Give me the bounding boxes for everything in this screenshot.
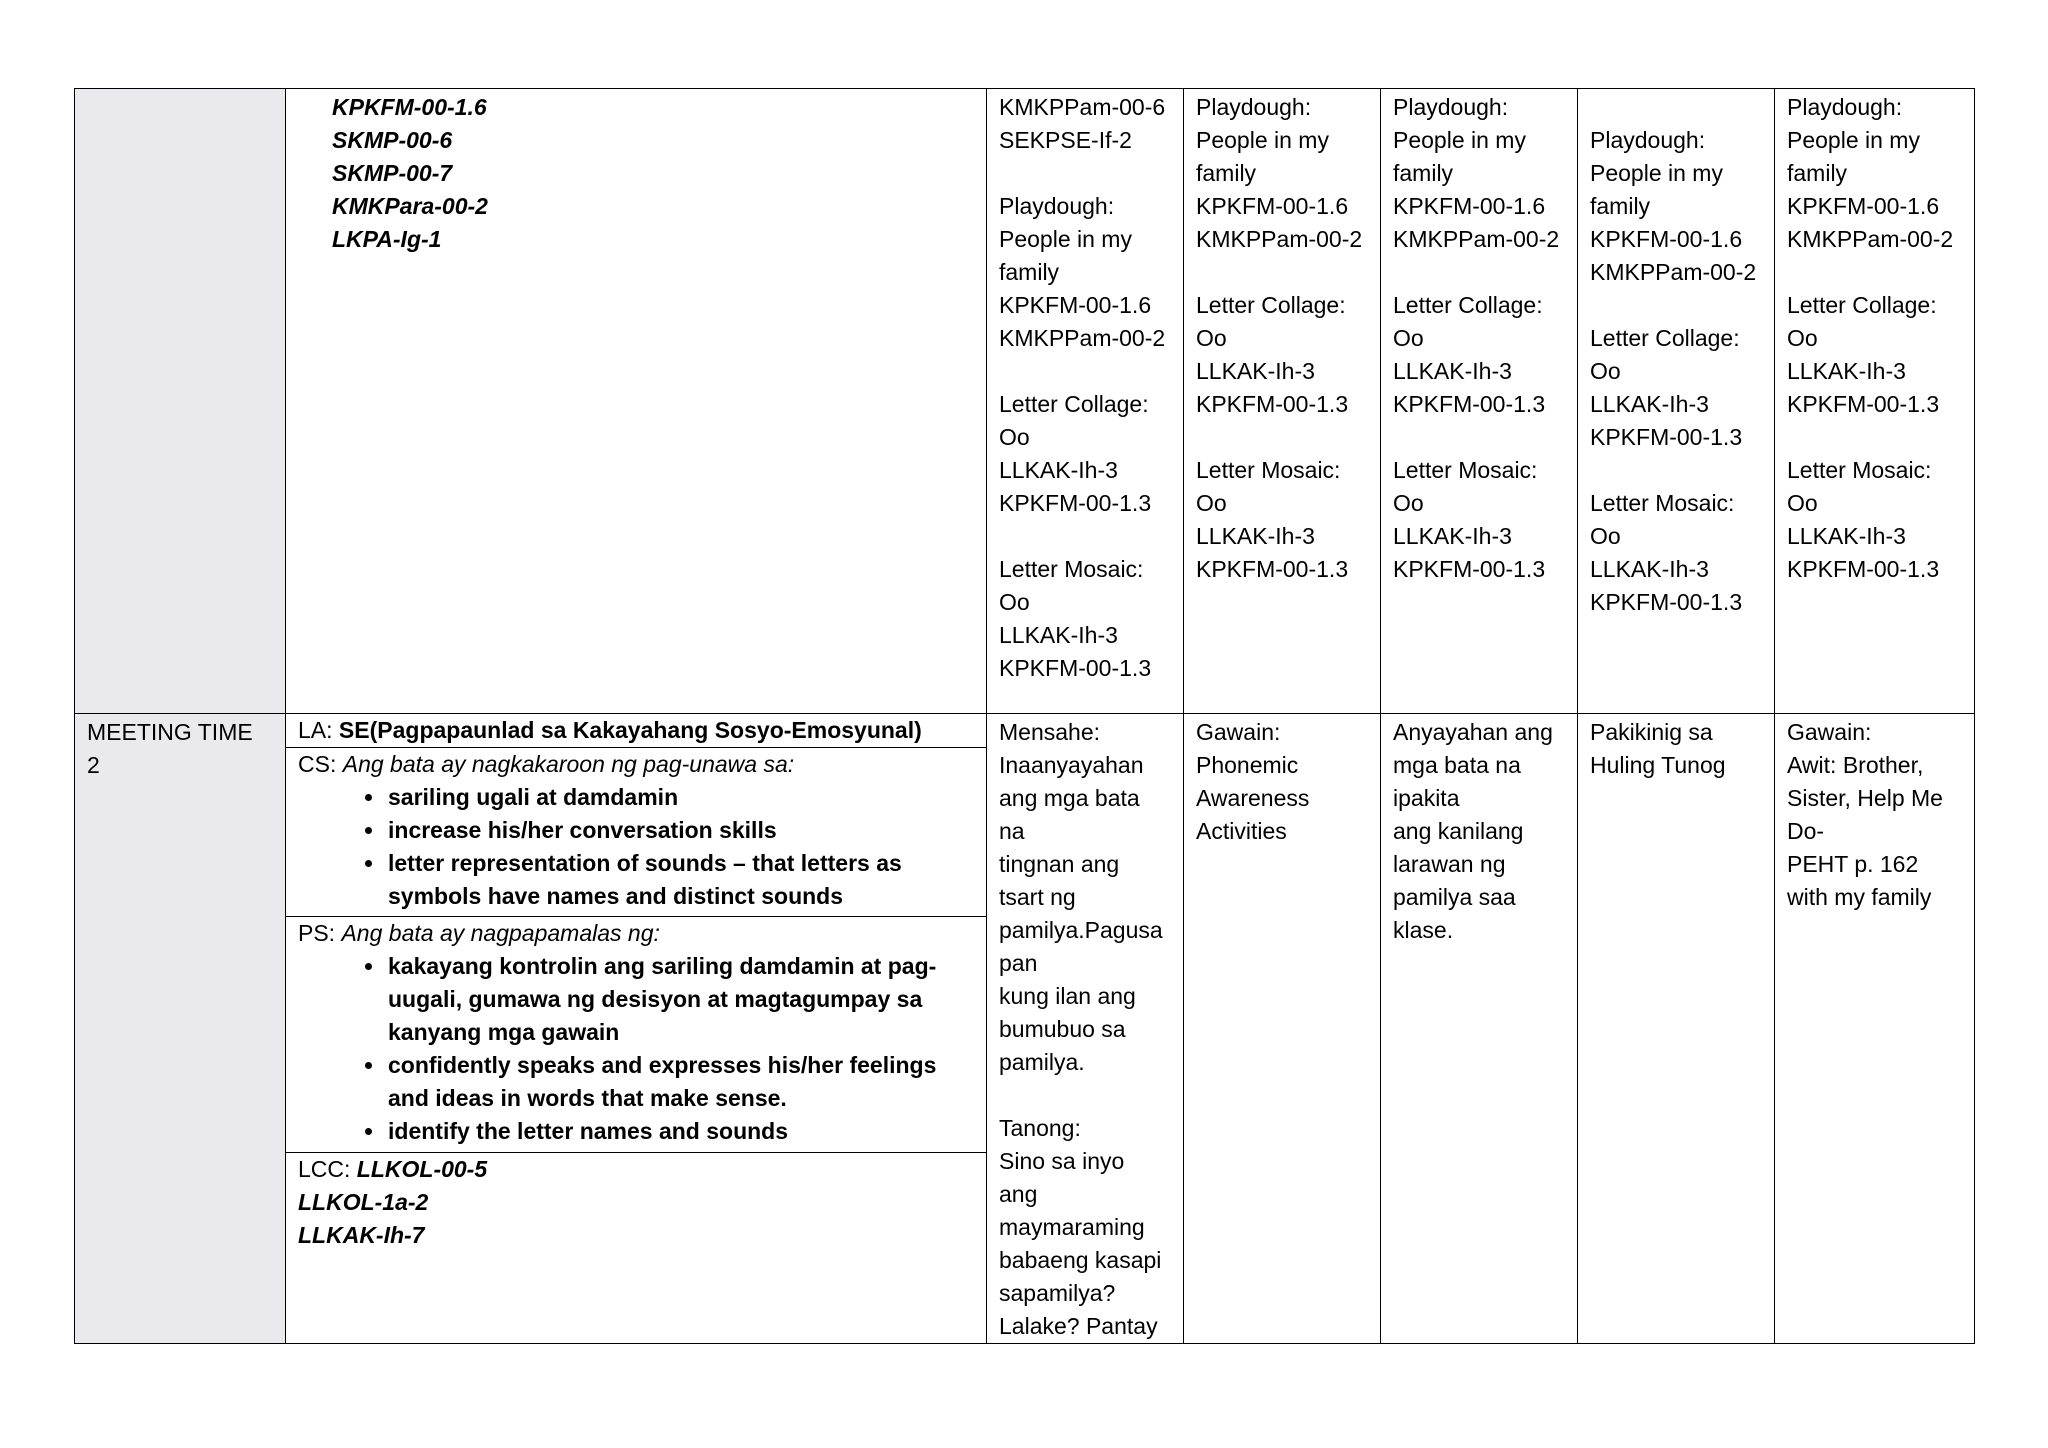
list-item: • increase his/her conversation skills	[386, 814, 974, 847]
row-label-cell	[75, 89, 286, 714]
ps-intro: Ang bata ay nagpapamalas ng:	[341, 920, 660, 946]
content-standard	[286, 748, 986, 917]
list-item: • kakayang kontrolin ang sariling damdamin at pag-uugali, gumawa ng desisyon at magtagumpay sa kanyang mga gawain	[386, 950, 974, 1049]
list-item: • sariling ugali at damdamin	[386, 781, 974, 814]
day-2-activity: Playdough: People in my family KPKFM-00-1.6 KMKPPam-00-2 Letter Collage: Oo LLKAK-Ih-3 KPKFM-00-1.3 Letter Mosaic: Oo LLKAK-Ih-3 KPKFM-00-1.3	[1184, 89, 1381, 714]
day-4-activity: Pakikinig sa Huling Tunog	[1578, 714, 1775, 1344]
learning-area	[286, 714, 986, 748]
meeting-time-label: MEETING TIME 2	[75, 714, 286, 1344]
day-5-activity: Playdough: People in my family KPKFM-00-1.6 KMKPPam-00-2 Letter Collage: Oo LLKAK-Ih-3 KPKFM-00-1.3 Letter Mosaic: Oo LLKAK-Ih-3 KPKFM-00-1.3	[1775, 89, 1975, 714]
lcc-first-code: LLKOL-00-5	[356, 1156, 488, 1182]
table-row	[75, 714, 1975, 1344]
cs-prefix: CS:	[298, 751, 343, 777]
ps-bullet-list	[298, 950, 974, 1148]
day-3-activity: Anyayahan ang mga bata na ipakita ang kanilang larawan ng pamilya saa klase.	[1381, 714, 1578, 1344]
cs-bullet-list	[298, 781, 974, 913]
day-1-activity: Mensahe: Inaanyayahan ang mga bata na tingnan ang tsart ng pamilya.Pagusa pan kung ilan ang bumubuo sa pamilya. Tanong: Sino sa inyo ang maymaraming babaeng kasapi sapamilya? Lalake? Pantay	[987, 714, 1184, 1344]
list-item: • identify the letter names and sounds	[386, 1115, 974, 1148]
la-prefix: LA:	[298, 717, 339, 743]
lesson-plan-table	[74, 88, 1975, 1344]
la-text: SE(Pagpapaunlad sa Kakayahang Sosyo-Emosyunal)	[338, 717, 922, 743]
lcc-code-list: LLKOL-1a-2 LLKAK-Ih-7	[298, 1189, 429, 1248]
list-item: • letter representation of sounds – that letters as symbols have names and distinct sounds	[386, 847, 974, 913]
competency-codes-cell	[286, 89, 987, 714]
lcc-prefix: LCC:	[298, 1156, 357, 1182]
competency-code-list: KPKFM-00-1.6 SKMP-00-6 SKMP-00-7 KMKPara-00-2 LKPA-Ig-1	[332, 94, 488, 252]
list-item: • confidently speaks and expresses his/her feelings and ideas in words that make sense.	[386, 1049, 974, 1115]
ps-prefix: PS:	[298, 920, 342, 946]
day-4-activity: Playdough: People in my family KPKFM-00-1.6 KMKPPam-00-2 Letter Collage: Oo LLKAK-Ih-3 KPKFM-00-1.3 Letter Mosaic: Oo LLKAK-Ih-3 KPKFM-00-1.3	[1578, 89, 1775, 714]
learning-competency-codes	[286, 1153, 986, 1338]
cs-intro: Ang bata ay nagkakaroon ng pag-unawa sa:	[342, 751, 795, 777]
day-1-activity: KMKPPam-00-6 SEKPSE-If-2 Playdough: People in my family KPKFM-00-1.6 KMKPPam-00-2 Letter Collage: Oo LLKAK-Ih-3 KPKFM-00-1.3 Letter Mosaic: Oo LLKAK-Ih-3 KPKFM-00-1.3	[987, 89, 1184, 714]
table-row	[75, 89, 1975, 714]
day-2-activity: Gawain: Phonemic Awareness Activities	[1184, 714, 1381, 1344]
day-5-activity: Gawain: Awit: Brother, Sister, Help Me Do- PEHT p. 162 with my family	[1775, 714, 1975, 1344]
day-3-activity: Playdough: People in my family KPKFM-00-1.6 KMKPPam-00-2 Letter Collage: Oo LLKAK-Ih-3 KPKFM-00-1.3 Letter Mosaic: Oo LLKAK-Ih-3 KPKFM-00-1.3	[1381, 89, 1578, 714]
competency-cell	[286, 714, 987, 1344]
performance-standard	[286, 917, 986, 1153]
